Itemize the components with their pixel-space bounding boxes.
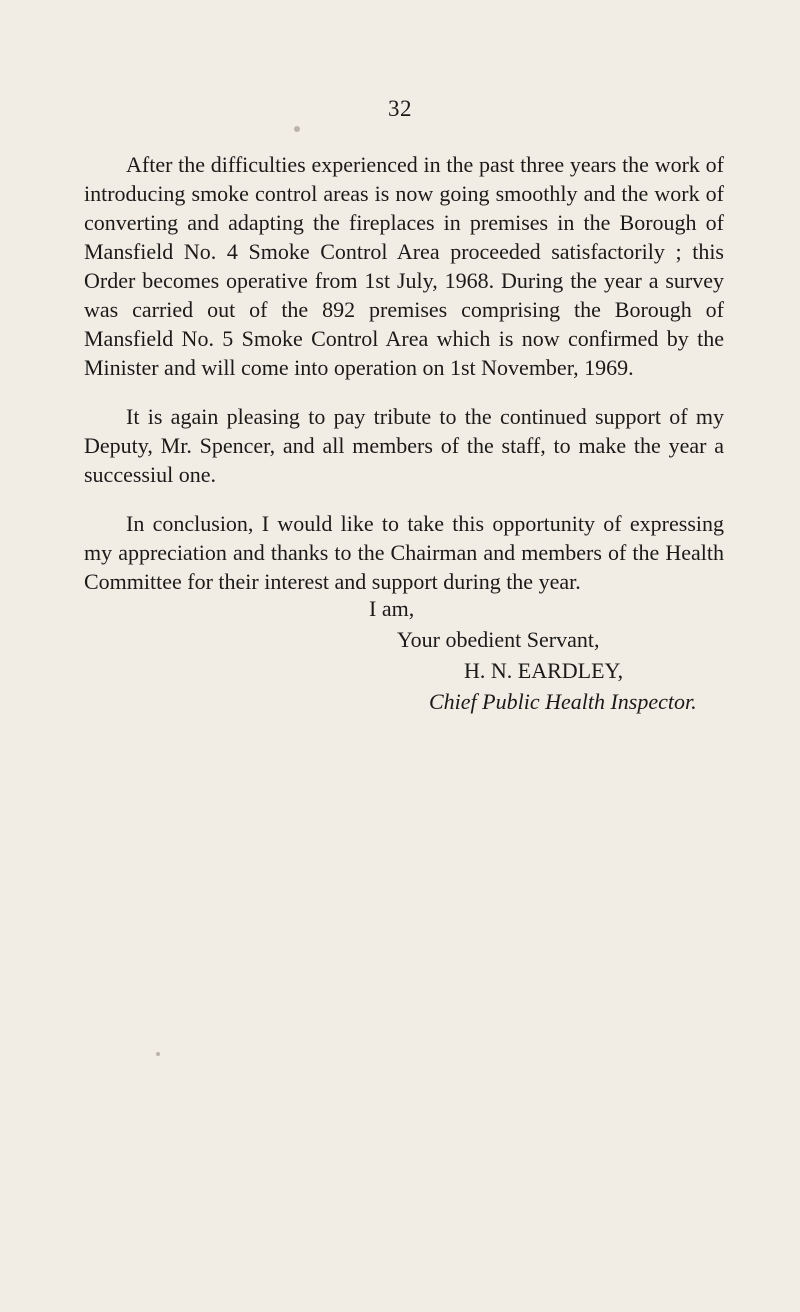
- paragraph-tribute: It is again pleasing to pay tribute to the continued support of my Deputy, Mr. Spencer, and all members of the staff, to make the year a successiul one.: [84, 404, 724, 487]
- letter-body: [84, 150, 724, 616]
- print-speck: [156, 1052, 160, 1056]
- closing-salutation: I am,: [369, 596, 415, 621]
- page-number: 32: [388, 96, 412, 121]
- paragraph-conclusion: In conclusion, I would like to take this opportunity of expressing my appreciation and thanks to the Chairman and members of the Health Committee for their interest and support during the year.: [84, 511, 724, 594]
- signatory-title: Chief Public Health Inspector.: [429, 689, 697, 714]
- paragraph-smoke-control: After the difficulties experienced in the past three years the work of introducing smoke control areas is now going smoothly and the work of converting and adapting the fireplaces in premises in the Borough of Mansfield No. 4 Smoke Control Area proceeded satisfactorily ; this Order becomes operative from 1st July, 1968. During the year a survey was carried out of the 892 premises comprising the Borough of Mansfield No. 5 Smoke Control Area which is now confirmed by the Minister and will come into operation on 1st November, 1969.: [84, 152, 724, 380]
- print-speck: [294, 126, 300, 132]
- signatory-name: H. N. EARDLEY,: [464, 658, 624, 683]
- closing-complimentary: Your obedient Servant,: [397, 627, 600, 652]
